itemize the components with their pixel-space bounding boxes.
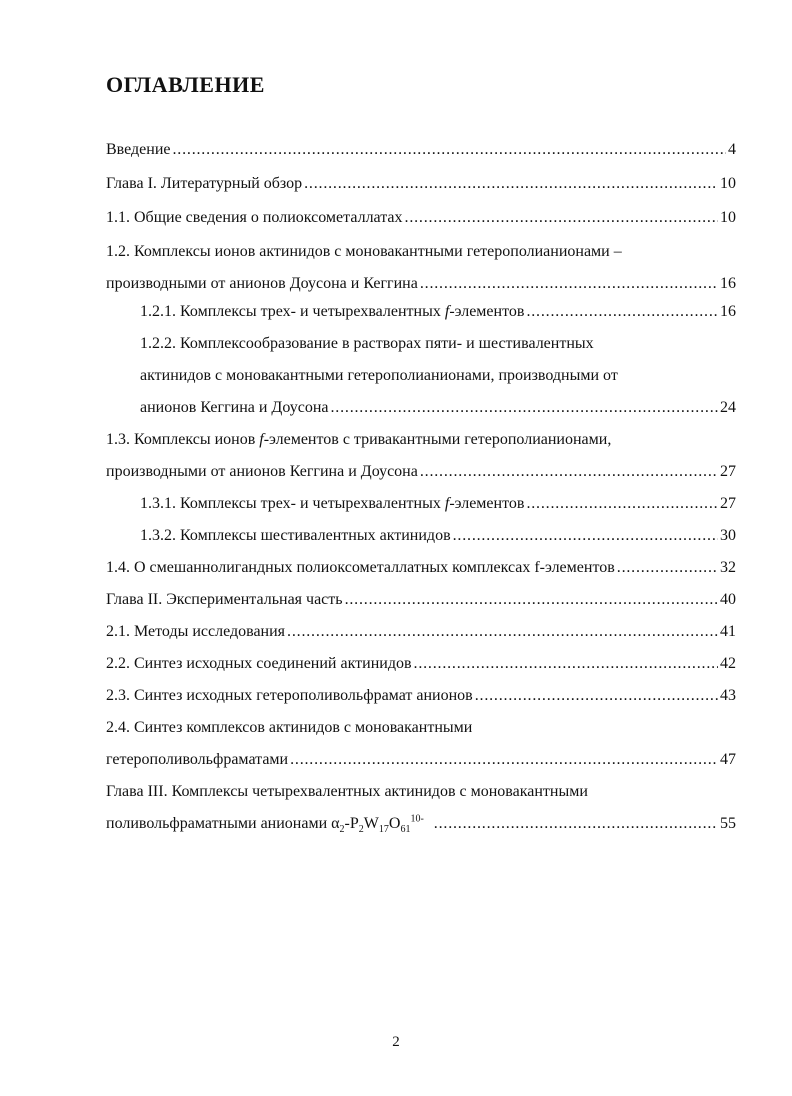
toc-page-number: 16 (720, 275, 736, 292)
leader-dots (405, 208, 718, 228)
toc-page-number: 47 (720, 751, 736, 768)
f-italic: f (259, 431, 264, 448)
toc-page-number: 24 (720, 399, 736, 416)
leader-dots (304, 174, 718, 194)
toc-entry-1-3-1 (140, 494, 736, 514)
toc-entry-1-2-2 (140, 334, 736, 354)
toc-page-number: 40 (720, 591, 736, 608)
toc-entry-1-2-2-end (140, 398, 736, 418)
toc-entry-2-2 (106, 654, 736, 674)
toc-page-number: 27 (720, 463, 736, 480)
leader-dots (475, 686, 718, 706)
toc-page-number: 10 (720, 175, 736, 192)
leader-dots (331, 398, 719, 418)
toc-entry-text: 2.4. Синтез комплексов актинидов с моновакантными (106, 719, 473, 736)
toc-entry-1-4 (106, 558, 736, 578)
toc-entry-text: 1.2. Комплексы ионов актинидов с моновакантными гетерополианионами – (106, 243, 622, 260)
toc-page-number: 27 (720, 495, 736, 512)
toc-page-number: 41 (720, 623, 736, 640)
toc-entry-1-3 (106, 430, 736, 450)
toc-entry-2-4-cont (106, 750, 736, 770)
toc-entry-text: 2.1. Методы исследования (106, 623, 286, 640)
toc-page-number: 16 (720, 303, 736, 320)
toc-entry-text: 1.3.1. Комплексы трех- и четырехвалентных f-элементов (140, 495, 525, 512)
toc-entry-text: Глава III. Комплексы четырехвалентных актинидов с моновакантными (106, 783, 588, 800)
leader-dots (173, 140, 727, 160)
toc-entry-text: 1.3.2. Комплексы шестивалентных актинидов (140, 527, 451, 544)
leader-dots (287, 622, 718, 642)
toc-entry-text: 1.2.1. Комплексы трех- и четырехвалентных f-элементов (140, 303, 525, 320)
leader-dots (345, 590, 718, 610)
toc-entry-intro (106, 140, 736, 160)
toc-entry-chapter-1 (106, 174, 736, 194)
leader-dots (526, 302, 718, 322)
toc-entry-text: Введение (106, 141, 171, 158)
toc-page-number: 10 (720, 209, 736, 226)
toc-entry-1-2-2-cont (140, 366, 736, 386)
leader-dots (526, 494, 718, 514)
toc-page-number: 32 (720, 559, 736, 576)
chemical-formula: $\alpha_2-P_2W_{17}O_{61}^{10-}$ (331, 813, 424, 836)
leader-dots (420, 274, 718, 294)
toc-page-number: 42 (720, 655, 736, 672)
toc-entry-text: гетерополивольфраматами (106, 751, 289, 768)
toc-entry-text: Глава II. Экспериментальная часть (106, 591, 343, 608)
toc-entry-text: 2.3. Синтез исходных гетерополивольфрамат анионов (106, 687, 473, 704)
toc-entry-chapter-3-cont (106, 814, 736, 834)
toc-entry-1-1 (106, 208, 736, 228)
leader-dots (453, 526, 718, 546)
page-number: 2 (392, 1034, 400, 1050)
toc-entry-1-3-cont (106, 462, 736, 482)
toc-page-number: 55 (720, 815, 736, 832)
toc-page-number: 30 (720, 527, 736, 544)
toc-entry-text: Глава I. Литературный обзор (106, 175, 303, 192)
toc-entry-text: актинидов с моновакантными гетерополианионами, производными от (140, 367, 618, 384)
leader-dots (420, 462, 718, 482)
page-title: ОГЛАВЛЕНИЕ (106, 72, 265, 97)
toc-entry-text: поливольфраматными анионами $\alpha_2-P_2W_{17}O_{61}^{10-}$ (106, 813, 424, 836)
toc-entry-text: анионов Кеггина и Доусона (140, 399, 329, 416)
toc-page-number: 43 (720, 687, 736, 704)
toc-entry-text: 1.3. Комплексы ионов f-элементов с тривакантными гетерополианионами, (106, 431, 612, 448)
toc-entry-text: 1.4. О смешаннолигандных полиоксометаллатных комплексах f-элементов (106, 559, 615, 576)
toc-entry-chapter-3 (106, 782, 736, 802)
leader-dots (414, 654, 718, 674)
toc-entry-text: 1.2.2. Комплексообразование в растворах пяти- и шестивалентных (140, 335, 594, 352)
toc-entry-1-2 (106, 242, 736, 262)
toc-page-number: 4 (728, 141, 736, 158)
toc-entry-text: производными от анионов Кеггина и Доусона (106, 463, 418, 480)
toc-entry-1-2-1 (140, 302, 736, 322)
toc-entry-2-1 (106, 622, 736, 642)
leader-dots (290, 750, 718, 770)
f-italic: f (444, 495, 450, 512)
f-italic: f (444, 303, 450, 320)
leader-dots (434, 814, 718, 834)
leader-dots (617, 558, 718, 578)
toc-entry-2-4 (106, 718, 736, 738)
toc-entry-1-3-2 (140, 526, 736, 546)
toc-entry-2-3 (106, 686, 736, 706)
toc-entry-text: 1.1. Общие сведения о полиоксометаллатах (106, 209, 403, 226)
toc-entry-chapter-2 (106, 590, 736, 610)
toc-entry-1-2-cont (106, 274, 736, 294)
toc-entry-text: 2.2. Синтез исходных соединений актинидов (106, 655, 412, 672)
toc-entry-text: производными от анионов Доусона и Кеггина (106, 275, 418, 292)
